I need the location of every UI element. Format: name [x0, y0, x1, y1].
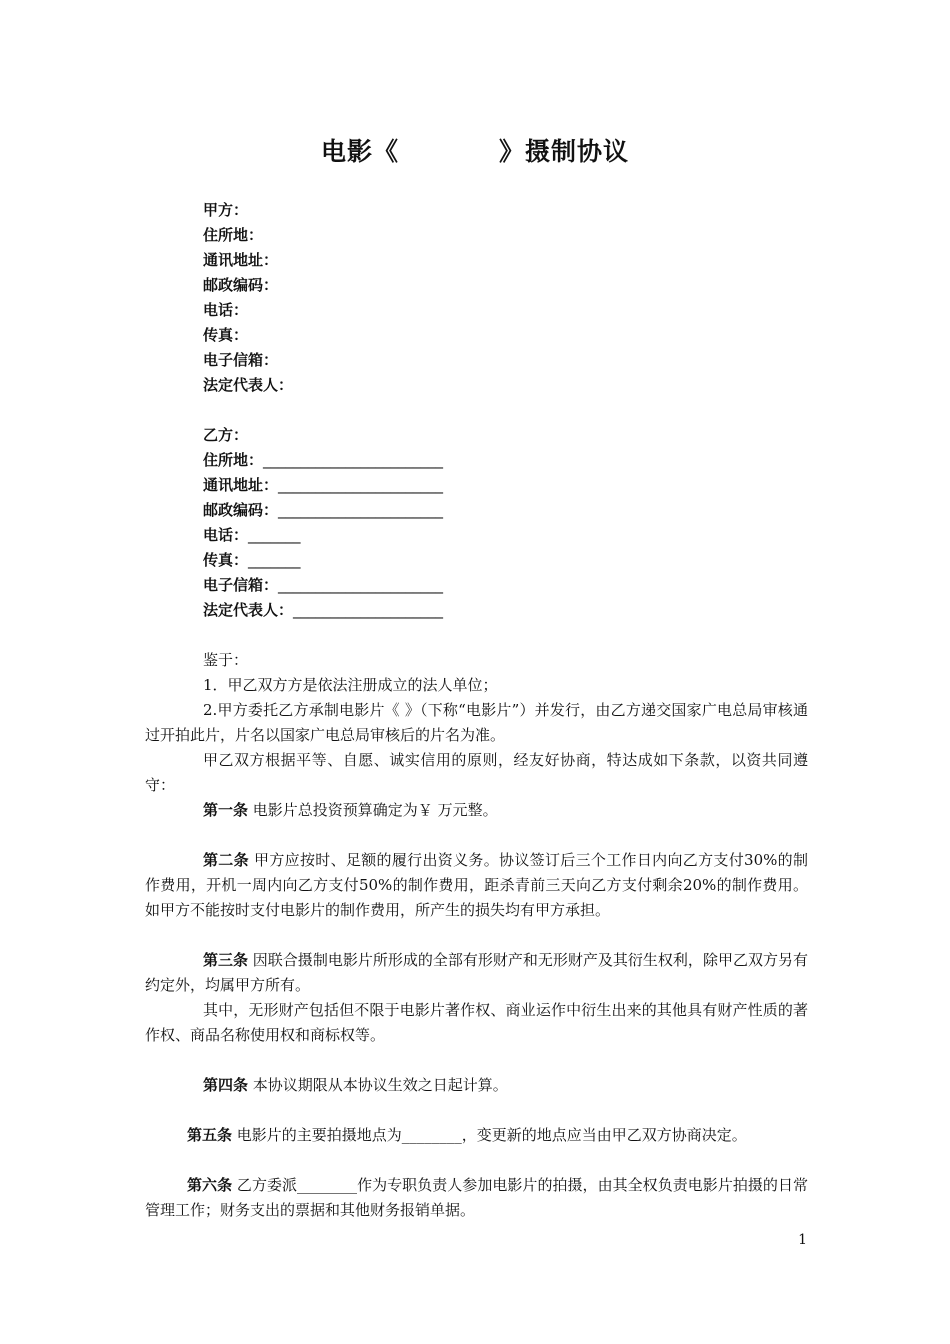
whereas-item-2: 2.甲方委托乙方承制电影片《 》（下称“电影片”）并发行，由乙方递交国家广电总局审核通过开拍此片，片名以国家广电总局审核后的片名为准。 — [145, 701, 808, 744]
article-6-label: 第六条 — [187, 1176, 233, 1194]
article-5-label: 第五条 — [187, 1126, 233, 1144]
party-b-postcode-line — [203, 498, 443, 523]
document-title — [0, 132, 950, 168]
article-4-label: 第四条 — [203, 1076, 249, 1094]
title-suffix: 》摄制协议 — [499, 137, 630, 166]
agreement-intro: 甲乙双方根据平等、自愿、诚实信用的原则，经友好协商，特达成如下条款，以资共同遵守： — [145, 751, 808, 794]
article-2-label: 第二条 — [203, 851, 249, 869]
article-6 — [145, 1173, 808, 1223]
party-b-rep-blank: ____________________ — [293, 601, 444, 619]
party-a-mailing: 通讯地址： — [203, 251, 279, 269]
article-4-text: 本协议期限从本协议生效之日起计算。 — [252, 1076, 508, 1094]
party-b-phone-line — [203, 523, 443, 548]
party-b-fax: 传真： — [203, 551, 249, 569]
party-b-block — [203, 423, 443, 623]
party-b-email-blank: ______________________ — [278, 576, 444, 594]
article-4 — [145, 1073, 808, 1098]
article-2-text: 甲方应按时、足额的履行出资义务。协议签订后三个工作日内向乙方支付30%的制作费用，开机一周内向乙方支付50%的制作费用，距杀青前三天向乙方支付剩余20%的制作费用。如甲方不能按时支付电影片的制作费用，所产生的损失均有甲方承担。 — [145, 851, 808, 919]
party-b-postcode: 邮政编码： — [203, 501, 279, 519]
party-a-postcode: 邮政编码： — [203, 276, 279, 294]
party-b-email-line — [203, 573, 443, 598]
party-a-rep: 法定代表人： — [203, 376, 294, 394]
article-1-label: 第一条 — [203, 801, 249, 819]
party-a-fax: 传真： — [203, 326, 249, 344]
title-prefix: 电影《 — [320, 137, 399, 166]
agreement-body — [145, 648, 808, 1223]
party-b-address: 住所地： — [203, 451, 264, 469]
party-a-phone: 电话： — [203, 301, 249, 319]
whereas-heading: 鉴于： — [203, 651, 249, 669]
party-a-address: 住所地： — [203, 226, 264, 244]
article-3 — [145, 948, 808, 998]
article-2 — [145, 848, 808, 923]
party-b-postcode-blank: ______________________ — [278, 501, 444, 519]
article-5 — [145, 1123, 808, 1148]
article-3-label: 第三条 — [203, 951, 249, 969]
party-b-rep: 法定代表人： — [203, 601, 294, 619]
party-b-phone-blank: _______ — [248, 526, 301, 544]
party-b-fax-line — [203, 548, 443, 573]
article-6-text: 乙方委派________作为专职负责人参加电影片的拍摄，由其全权负责电影片拍摄的日常管理工作；财务支出的票据和其他财务报销单据。 — [145, 1176, 808, 1219]
party-a-block — [203, 198, 293, 398]
article-3-note: 其中，无形财产包括但不限于电影片著作权、商业运作中衍生出来的其他具有财产性质的著作权、商品名称使用权和商标权等。 — [145, 1001, 808, 1044]
article-1-text: 电影片总投资预算确定为￥ 万元整。 — [252, 801, 498, 819]
article-5-text: 电影片的主要拍摄地点为________，变更新的地点应当由甲乙双方协商决定。 — [236, 1126, 747, 1144]
article-3-text: 因联合摄制电影片所形成的全部有形财产和无形财产及其衍生权利，除甲乙双方另有约定外，均属甲方所有。 — [145, 951, 808, 994]
party-b-name: 乙方： — [203, 426, 249, 444]
party-b-phone: 电话： — [203, 526, 249, 544]
party-b-rep-line — [203, 598, 443, 623]
party-b-address-blank: ________________________ — [263, 451, 444, 469]
party-b-mailing-blank: ______________________ — [278, 476, 444, 494]
party-b-mailing: 通讯地址： — [203, 476, 279, 494]
party-a-name: 甲方： — [203, 201, 249, 219]
party-b-email: 电子信箱： — [203, 576, 279, 594]
page-number: 1 — [798, 1232, 807, 1248]
article-1 — [145, 798, 808, 823]
party-b-address-line — [203, 448, 443, 473]
party-a-email: 电子信箱： — [203, 351, 279, 369]
party-b-fax-blank: _______ — [248, 551, 301, 569]
party-b-mailing-line — [203, 473, 443, 498]
whereas-item-1: 1．甲乙双方方是依法注册成立的法人单位； — [203, 676, 498, 694]
